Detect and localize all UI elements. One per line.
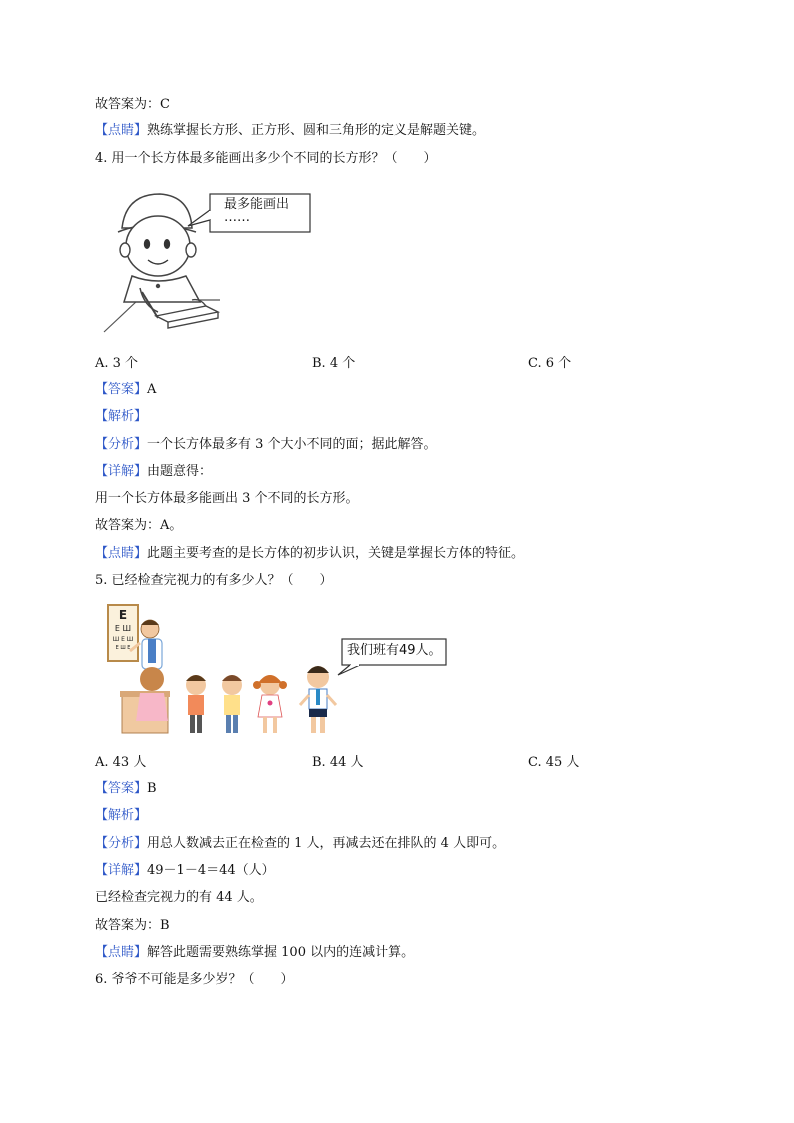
fenxi-tag: 【分析】 — [95, 437, 148, 452]
xiangjie-tag: 【详解】 — [95, 863, 148, 878]
speech-bubble-q5 — [336, 637, 448, 677]
answer-line: 故答案为：C — [95, 97, 170, 112]
question-6: 6. 爷爷不可能是多少岁？（ ） — [95, 972, 294, 987]
dianjing-text: 此题主要考查的是长方体的初步认识，关键是掌握长方体的特征。 — [147, 546, 525, 561]
answer-tag: 【答案】 — [95, 382, 148, 397]
q4-jiexi: 【解析】 — [95, 409, 148, 424]
svg-text:E: E — [118, 608, 128, 622]
q4-detail-line-3: 故答案为：A。 — [95, 518, 183, 533]
fenxi-text: 一个长方体最多有 3 个大小不同的面；据此解答。 — [147, 437, 437, 452]
answer-value: A — [147, 382, 157, 397]
bubble-line-1: 最多能画出 — [224, 197, 290, 212]
q5-jiexi: 【解析】 — [95, 808, 148, 823]
q5-detail-line-3: 故答案为：B — [95, 918, 170, 933]
xiangjie-text: 由题意得： — [147, 464, 213, 479]
dianjing-text: 熟练掌握长方形、正方形、圆和三角形的定义是解题关键。 — [147, 123, 486, 138]
q5-xiangjie — [95, 862, 275, 880]
speech-bubble-q4 — [186, 192, 312, 232]
eye-test-illustration — [104, 603, 344, 739]
q5-option-b: B. 44 人 — [312, 755, 364, 770]
q4-dianjing — [95, 545, 524, 563]
bubble-line-2: …… — [224, 210, 250, 225]
q5-option-c: C. 45 人 — [528, 755, 580, 770]
q4-option-c: C. 6 个 — [528, 356, 572, 371]
fenxi-text: 用总人数减去正在检查的 1 人，再减去还在排队的 4 人即可。 — [147, 836, 506, 851]
fenxi-tag: 【分析】 — [95, 836, 148, 851]
svg-text:E Ш E: E Ш E — [115, 645, 131, 651]
bubble-text: 我们班有49人。 — [347, 643, 442, 658]
svg-text:Ш E Ш: Ш E Ш — [112, 636, 134, 643]
dianjing-line — [95, 122, 485, 140]
question-5: 5. 已经检查完视力的有多少人？（ ） — [95, 573, 333, 588]
q5-answer — [95, 780, 157, 798]
q4-option-a: A. 3 个 — [95, 356, 139, 371]
q4-answer — [95, 381, 156, 399]
question-4: 4. 用一个长方体最多能画出多少个不同的长方形？（ ） — [95, 151, 437, 166]
dianjing-text: 解答此题需要熟练掌握 100 以内的连减计算。 — [147, 945, 415, 960]
answer-tag: 【答案】 — [95, 781, 148, 796]
q5-fenxi — [95, 835, 505, 853]
q5-detail-line-2: 已经检查完视力的有 44 人。 — [95, 890, 263, 905]
dianjing-tag: 【点睛】 — [95, 123, 148, 138]
q4-detail-line-2: 用一个长方体最多能画出 3 个不同的长方形。 — [95, 491, 359, 506]
q4-option-b: B. 4 个 — [312, 356, 356, 371]
q5-dianjing — [95, 944, 414, 962]
q5-option-a: A. 43 人 — [95, 755, 147, 770]
xiangjie-tag: 【详解】 — [95, 464, 148, 479]
q4-fenxi — [95, 436, 437, 454]
answer-value: B — [147, 781, 157, 796]
dianjing-tag: 【点睛】 — [95, 546, 148, 561]
q4-xiangjie — [95, 463, 212, 481]
xiangjie-text: 49－1－4＝44（人） — [147, 863, 275, 878]
svg-text:E Ш: E Ш — [114, 624, 132, 633]
dianjing-tag: 【点睛】 — [95, 945, 148, 960]
